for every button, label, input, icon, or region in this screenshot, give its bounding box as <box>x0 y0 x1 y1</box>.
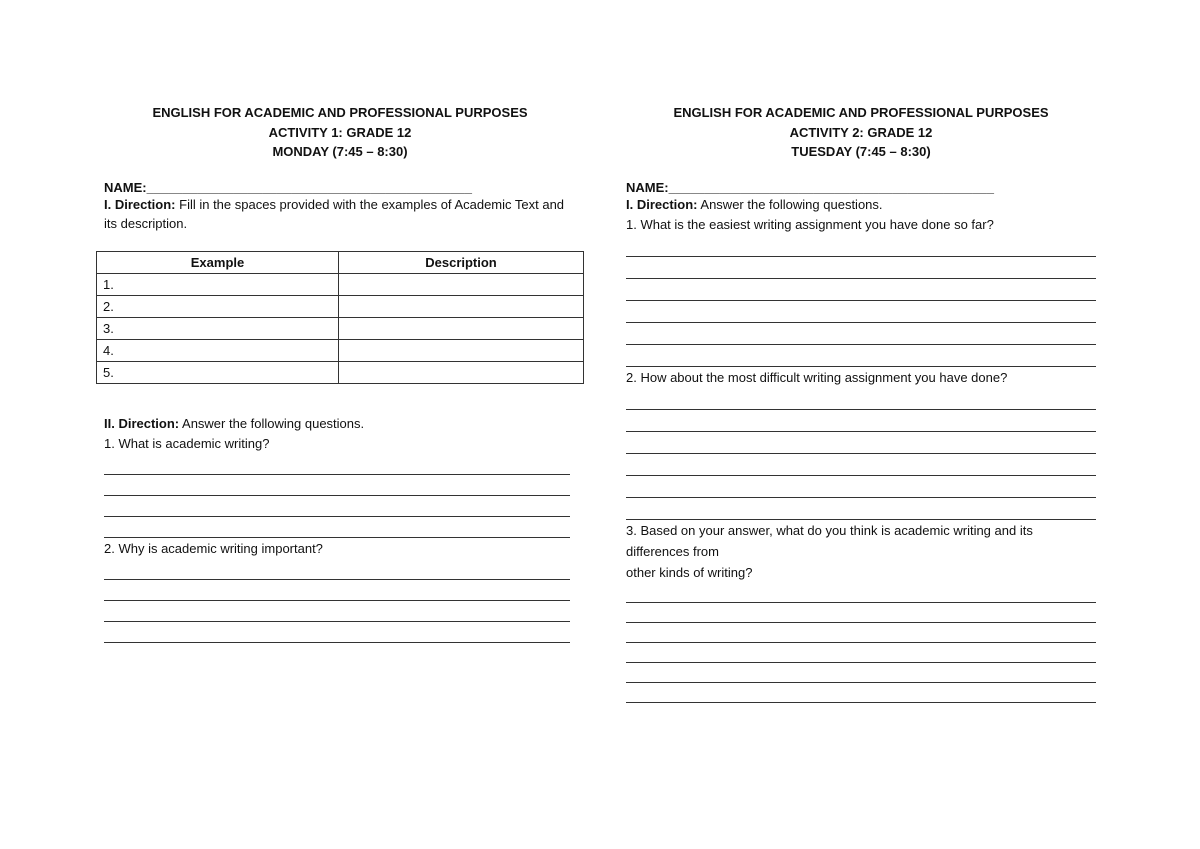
direction-1 <box>104 195 574 233</box>
example-cell[interactable]: 3. <box>97 317 339 339</box>
direction-1-text: Answer the following questions. <box>697 196 883 212</box>
question-3-continued: other kinds of writing? <box>626 564 753 580</box>
direction-1-text: Fill in the spaces provided with the examples of Academic Text and its description. <box>104 196 565 231</box>
column-header-example: Example <box>97 251 339 273</box>
table-row <box>97 317 584 339</box>
question-1: 1. What is academic writing? <box>104 435 270 451</box>
question-2: 2. Why is academic writing important? <box>104 540 323 556</box>
name-field[interactable]: NAME:_____________________________________________ <box>104 179 472 195</box>
table-row <box>97 273 584 295</box>
answer-lines-2[interactable] <box>626 388 1096 520</box>
table-row <box>97 295 584 317</box>
answer-lines-1[interactable] <box>626 235 1096 367</box>
activity-2-column <box>626 103 1096 703</box>
description-cell[interactable] <box>339 295 584 317</box>
activity-2-header <box>626 103 1096 162</box>
examples-table <box>96 251 584 384</box>
example-cell[interactable]: 4. <box>97 339 339 361</box>
answer-lines-2[interactable] <box>104 559 570 643</box>
direction-2 <box>104 414 584 433</box>
direction-1 <box>626 195 1096 214</box>
activity-title: ACTIVITY 1: GRADE 12 <box>268 124 412 140</box>
table-header-row <box>97 251 584 273</box>
description-cell[interactable] <box>339 273 584 295</box>
example-cell[interactable]: 1. <box>97 273 339 295</box>
activity-1-header <box>96 103 584 162</box>
answer-lines-3[interactable] <box>626 583 1096 703</box>
example-cell[interactable]: 5. <box>97 361 339 383</box>
direction-2-text: Answer the following questions. <box>179 415 365 431</box>
direction-2-lead: II. Direction: <box>104 415 180 431</box>
schedule: TUESDAY (7:45 – 8:30) <box>791 144 931 159</box>
activity-1-column <box>96 103 584 643</box>
description-cell[interactable] <box>339 339 584 361</box>
subject-title: ENGLISH FOR ACADEMIC AND PROFESSIONAL PURPOSES <box>673 105 1049 120</box>
direction-1-lead: I. Direction: <box>626 196 698 212</box>
question-2: 2. How about the most difficult writing assignment you have done? <box>626 369 1008 385</box>
name-field[interactable]: NAME:_____________________________________________ <box>626 179 994 195</box>
direction-1-lead: I. Direction: <box>104 196 176 212</box>
activity-title: ACTIVITY 2: GRADE 12 <box>789 124 933 140</box>
table-row <box>97 361 584 383</box>
table-row <box>97 339 584 361</box>
description-cell[interactable] <box>339 361 584 383</box>
column-header-description: Description <box>339 251 584 273</box>
answer-lines-1[interactable] <box>104 454 570 538</box>
example-cell[interactable]: 2. <box>97 295 339 317</box>
question-3: 3. Based on your answer, what do you think is academic writing and its differences from <box>626 522 1033 559</box>
description-cell[interactable] <box>339 317 584 339</box>
schedule: MONDAY (7:45 – 8:30) <box>272 144 408 159</box>
subject-title: ENGLISH FOR ACADEMIC AND PROFESSIONAL PURPOSES <box>152 105 528 120</box>
question-1: 1. What is the easiest writing assignment you have done so far? <box>626 216 994 232</box>
